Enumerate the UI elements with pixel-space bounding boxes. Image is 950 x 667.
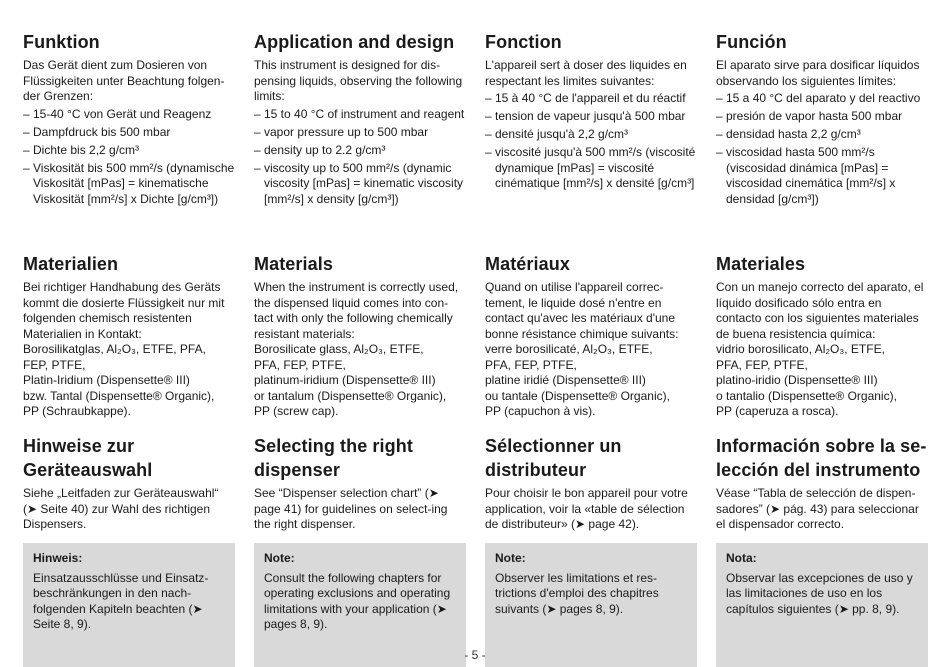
section-intro: Con un manejo correcto del aparato, el líquido dosificado sólo entra en contacto con los siguientes materiales de buena resistencia química: <box>716 280 924 341</box>
list-item: – tension de vapeur jusqu'à 500 mbar <box>485 109 697 125</box>
selection-section <box>254 434 466 533</box>
list-item: – presión de vapor hasta 500 mbar <box>716 109 928 125</box>
limits-list <box>485 91 697 192</box>
section-intro: When the instrument is correctly used, the dispensed liquid comes into con-tact with only the following chemically resistant materials: <box>254 280 459 341</box>
note-title: Note: <box>264 551 295 565</box>
list-item: – viscosidad hasta 500 mm²/s (viscosidad dinámica [mPas] = viscosidad cinemática [mm²/s] x densidad [g/cm³]) <box>716 145 928 207</box>
function-section <box>254 30 466 210</box>
note-text: Observer les limitations et res-trictions d'emploi des chapitres suivants (➤ pages 8, 9). <box>495 570 659 616</box>
material-line: PP (Schraubkappe). <box>23 404 131 418</box>
limits-list <box>254 107 466 208</box>
section-title: Información sobre la se-lección del instrumento <box>716 436 927 480</box>
section-intro: El aparato sirve para dosificar líquidos observando los siguientes límites: <box>716 58 920 88</box>
note-title: Nota: <box>726 551 757 565</box>
selection-section <box>485 434 697 533</box>
list-item: – 15 to 40 °C of instrument and reagent <box>254 107 466 123</box>
list-item: – viscosity up to 500 mm²/s (dynamic viscosity [mPas] = kinematic viscosity [mm²/s] x density [g/cm³]) <box>254 161 466 208</box>
section-title: Fonction <box>485 32 562 52</box>
section-intro: Quand on utilise l'appareil correc-tement, le liquide dosé n'entre en contact qu'avec les matériaux d'une bonne résistance chimique suivants: <box>485 280 679 341</box>
materials-section <box>23 252 235 420</box>
section-title: Materiales <box>716 254 806 274</box>
note-text: Consult the following chapters for operating exclusions and operating limitations with your application (➤ pages 8, 9). <box>264 570 451 631</box>
material-line: PFA, FEP, PTFE, <box>716 357 808 372</box>
section-title: Materialien <box>23 254 119 274</box>
material-line: bzw. Tantal (Dispensette® Organic), <box>23 388 215 403</box>
list-item: – density up to 2.2 g/cm³ <box>254 143 466 159</box>
material-line: platinum-iridium (Dispensette® III) <box>254 373 436 387</box>
list-item: – viscosité jusqu'à 500 mm²/s (viscosité dynamique [mPas] = viscosité cinématique [mm²/s] x densité [g/cm³] <box>485 145 697 192</box>
material-line: PP (capuchon à vis). <box>485 404 596 418</box>
section-title: Matériaux <box>485 254 570 274</box>
note-text: Observar las excepciones de uso y las limitaciones de uso en los capítulos siguientes (➤ pp. 8, 9). <box>726 570 913 616</box>
function-section <box>485 30 697 194</box>
section-intro: This instrument is designed for dis-pensing liquids, observing the following limits: <box>254 58 463 103</box>
function-section <box>23 30 235 210</box>
section-title: Funktion <box>23 32 100 52</box>
note-title: Note: <box>495 551 526 565</box>
section-title: Application and design <box>254 32 455 52</box>
section-title: Función <box>716 32 787 52</box>
material-line: or tantalum (Dispensette® Organic), <box>254 388 447 403</box>
materials-section <box>254 252 466 420</box>
section-title: Sélectionner un distributeur <box>485 436 622 480</box>
material-line: Borosilicate glass, Al₂O₃, ETFE, <box>254 342 424 356</box>
list-item: – densité jusqu'à 2,2 g/cm³ <box>485 127 697 143</box>
material-line: PFA, FEP, PTFE, <box>485 357 577 372</box>
material-line: platino-iridio (Dispensette® III) <box>716 373 878 387</box>
selection-section <box>716 434 928 533</box>
note-title: Hinweis: <box>33 551 83 565</box>
list-item: – 15 a 40 °C del aparato y del reactivo <box>716 91 928 107</box>
function-section <box>716 30 928 210</box>
materials-section <box>485 252 697 420</box>
material-line: PP (screw cap). <box>254 404 339 418</box>
list-item: – 15 à 40 °C de l'appareil et du réactif <box>485 91 697 107</box>
list-item: – Dichte bis 2,2 g/cm³ <box>23 143 235 159</box>
material-line: Platin-Iridium (Dispensette® III) <box>23 373 190 387</box>
section-text: See “Dispenser selection chart” (➤ page 41) for guidelines on select-ing the right dispenser. <box>254 486 448 531</box>
material-line: ou tantale (Dispensette® Organic), <box>485 388 670 403</box>
material-line: vidrio borosilicato, Al₂O₃, ETFE, <box>716 342 885 356</box>
section-intro: Bei richtiger Handhabung des Geräts kommt die dosierte Flüssigkeit nur mit folgenden chemisch resistenten Materialien in Kontakt: <box>23 280 225 341</box>
list-item: – vapor pressure up to 500 mbar <box>254 125 466 141</box>
list-item: – Dampfdruck bis 500 mbar <box>23 125 235 141</box>
limits-list <box>23 107 235 208</box>
section-text: Pour choisir le bon appareil pour votre application, voir la «table de sélection de distributeur» (➤ page 42). <box>485 486 688 531</box>
material-line: verre borosilicaté, Al₂O₃, ETFE, <box>485 342 653 356</box>
material-line: PFA, FEP, PTFE, <box>254 357 346 372</box>
selection-section <box>23 434 235 533</box>
section-title: Selecting the right dispenser <box>254 436 413 480</box>
note-text: Einsatzausschlüsse und Einsatz-beschränkungen in den nach-folgenden Kapiteln beachten (➤ Seite 8, 9). <box>33 570 209 631</box>
section-text: Véase “Tabla de selección de dispen-sadores” (➤ pág. 43) para seleccionar el dispensador correcto. <box>716 486 919 531</box>
limits-list <box>716 91 928 207</box>
material-line: FEP, PTFE, <box>23 357 86 372</box>
section-title: Hinweise zur Geräteauswahl <box>23 436 153 480</box>
material-line: platine iridié (Dispensette® III) <box>485 373 646 387</box>
section-intro: Das Gerät dient zum Dosieren von Flüssigkeiten unter Beachtung folgen-der Grenzen: <box>23 58 225 103</box>
material-line: Borosilikatglas, Al₂O₃, ETFE, PFA, <box>23 342 206 356</box>
section-intro: L'appareil sert à doser des liquides en respectant les limites suivantes: <box>485 58 687 88</box>
list-item: – 15-40 °C von Gerät und Reagenz <box>23 107 235 123</box>
material-line: o tantalio (Dispensette® Organic), <box>716 388 897 403</box>
list-item: – Viskosität bis 500 mm²/s (dynamische Viskosität [mPas] = kinematische Viskosität [mm²/s] x Dichte [g/cm³]) <box>23 161 235 208</box>
section-title: Materials <box>254 254 333 274</box>
section-text: Siehe „Leitfaden zur Geräteauswahl“ (➤ Seite 40) zur Wahl des richtigen Dispensers. <box>23 486 219 531</box>
page-number: - 5 - <box>464 648 486 662</box>
list-item: – densidad hasta 2,2 g/cm³ <box>716 127 928 143</box>
material-line: PP (caperuza a rosca). <box>716 404 839 418</box>
materials-section <box>716 252 928 420</box>
